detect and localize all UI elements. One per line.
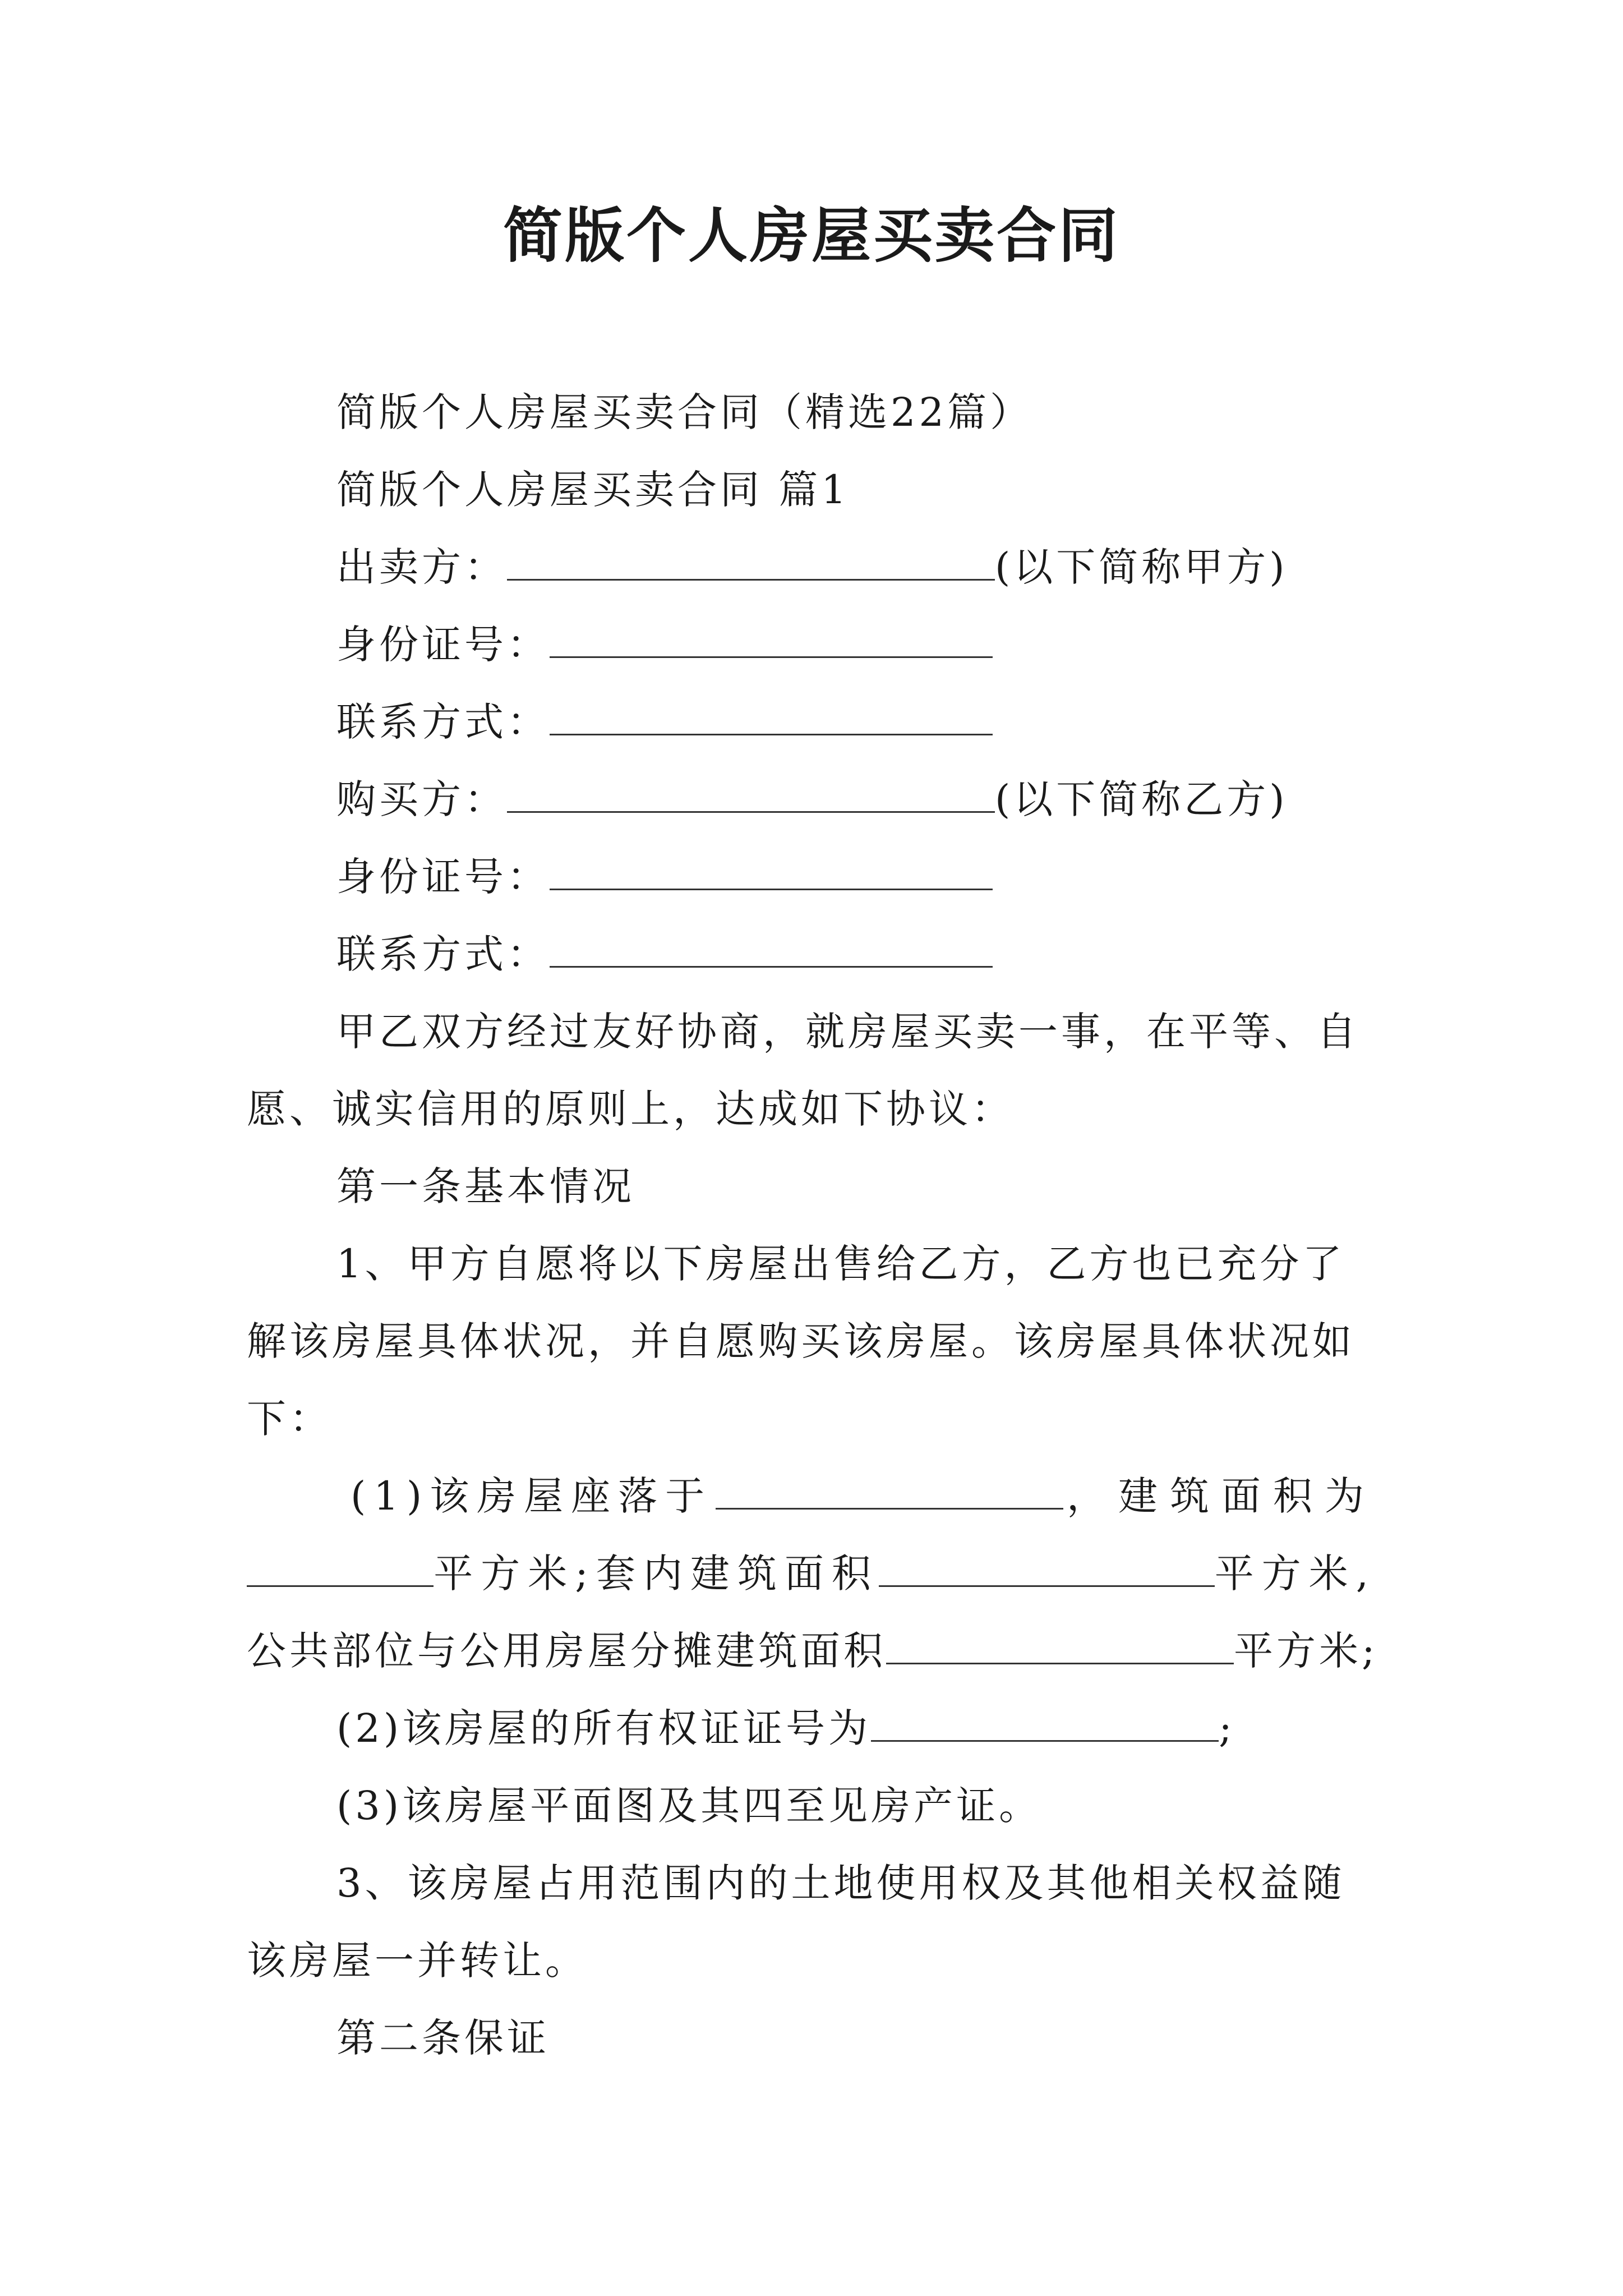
article1-p1-line-3: 下： [247,1396,332,1442]
intro-line-2: 愿、诚实信用的原则上，达成如下协议： [247,1086,1014,1132]
seller-suffix: (以下简称甲方) [995,544,1288,590]
item1-area-blank[interactable] [247,1553,434,1587]
article1-heading: 第一条基本情况 [336,1163,635,1209]
article1-p1-line-2: 解该房屋具体状况，并自愿购买该房屋。该房屋具体状况如 [247,1318,1355,1364]
buyer-id-label: 身份证号： [336,854,550,900]
buyer-id-line [336,852,993,902]
item1-inner-area-label: 平方米;套内建筑面积 [434,1550,879,1596]
item2-label: (2)该房屋的所有权证证号为 [336,1705,872,1751]
subtitle: 简版个人房屋买卖合同（精选22篇） [336,389,1033,435]
seller-contact-blank[interactable] [550,701,993,735]
item1-inner-area-blank[interactable] [879,1553,1215,1587]
item1-line-3 [247,1626,1378,1676]
buyer-line [336,774,1288,825]
buyer-contact-line [336,929,993,979]
item3-line: (3)该房屋平面图及其四至见房产证。 [336,1783,1042,1829]
item2-suffix: ; [1219,1705,1235,1751]
article2-heading: 第二条保证 [336,2015,550,2061]
seller-id-line [336,619,993,670]
article1-p1-line-1: 1、甲方自愿将以下房屋出售给乙方，乙方也已充分了 [336,1241,1345,1287]
buyer-suffix: (以下简称乙方) [995,776,1288,822]
item1-line-1 [351,1471,1376,1521]
seller-contact-label: 联系方式： [336,699,550,745]
seller-line [336,542,1288,592]
article1-p3-line-2: 该房屋一并转让。 [247,1938,588,1984]
item1-line-2 [247,1548,1376,1599]
intro-line-1: 甲乙双方经过友好协商，就房屋买卖一事，在平等、自 [336,1009,1359,1055]
buyer-label: 购买方： [336,776,507,822]
item1-location-blank[interactable] [716,1475,1063,1510]
item1-shared-area-label: 公共部位与公用房屋分摊建筑面积 [247,1628,886,1674]
item1-unit-2: 平方米; [1234,1628,1378,1674]
item1-area-label: ，建筑面积为 [1067,1473,1376,1519]
buyer-contact-blank[interactable] [550,933,993,968]
chapter-heading: 简版个人房屋买卖合同 篇1 [336,467,850,513]
seller-id-blank[interactable] [550,624,993,658]
item2-blank[interactable] [871,1708,1219,1742]
seller-label: 出卖方： [336,544,507,590]
buyer-id-blank[interactable] [550,856,993,890]
seller-id-label: 身份证号： [336,622,550,668]
item1-shared-area-blank[interactable] [886,1630,1234,1664]
seller-contact-line [336,697,993,747]
seller-blank[interactable] [507,546,995,581]
article1-p3-line-1: 3、该房屋占用范围内的土地使用权及其他相关权益随 [336,1860,1345,1906]
item1-unit-1: 平方米, [1214,1550,1376,1596]
buyer-blank[interactable] [507,779,995,813]
buyer-contact-label: 联系方式： [336,931,550,977]
item1-location-label: (1)该房屋座落于 [351,1473,713,1519]
item2-line [336,1703,1235,1754]
document-title: 简版个人房屋买卖合同 [503,200,1120,270]
